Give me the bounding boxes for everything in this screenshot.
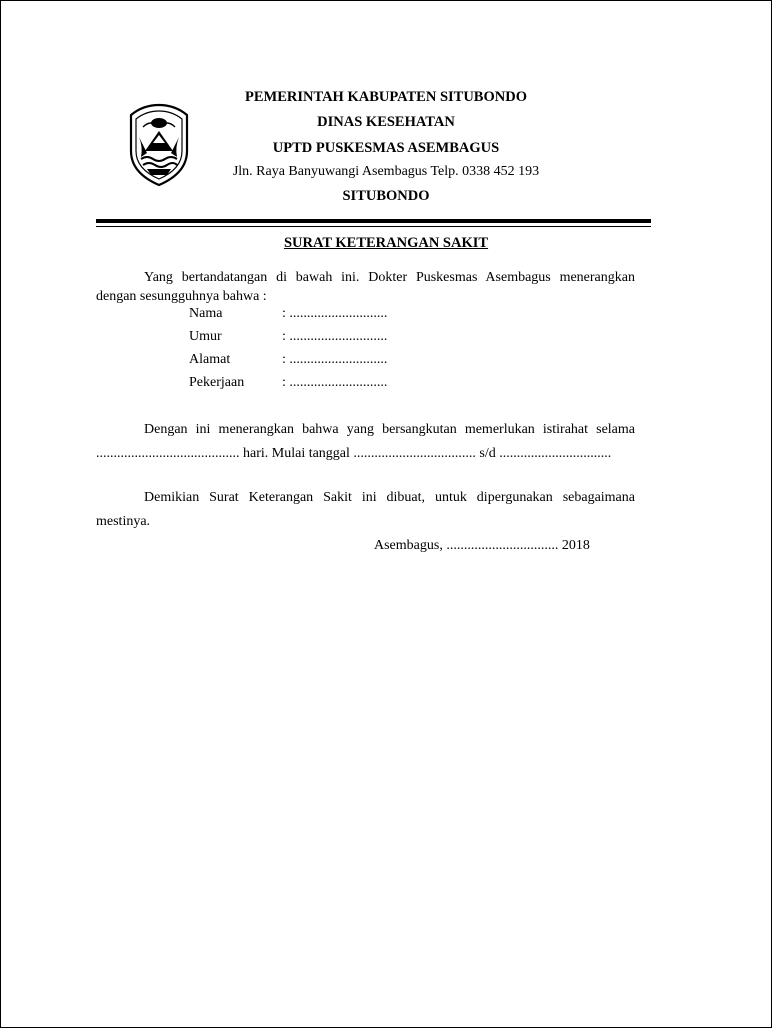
closing-line-2: mestinya. (96, 514, 151, 529)
statement-line-2: ......................................... hari. Mulai tanggal ................................... s/d ................................ (96, 446, 612, 461)
field-value-umur: : ............................ (282, 329, 388, 344)
document-title-text: SURAT KETERANGAN SAKIT (283, 235, 489, 251)
header-city: SITUBONDO (342, 188, 430, 204)
field-value-pekerjaan: : ............................ (282, 375, 388, 390)
intro-line-1: Yang bertandatangan di bawah ini. Dokter Puskesmas Asembagus menerangkan (144, 270, 635, 285)
field-label-nama: Nama (189, 306, 223, 321)
letterhead-divider-thin (96, 226, 651, 227)
field-value-nama: : ............................ (282, 306, 388, 321)
field-label-alamat: Alamat (189, 352, 231, 367)
header-government: PEMERINTAH KABUPATEN SITUBONDO (245, 89, 527, 105)
header-address: Jln. Raya Banyuwangi Asembagus Telp. 0338 452 193 (232, 164, 540, 179)
header-unit: UPTD PUSKESMAS ASEMBAGUS (272, 140, 500, 156)
header-department: DINAS KESEHATAN (317, 114, 455, 130)
document-title (96, 235, 676, 252)
statement-line-1: Dengan ini menerangkan bahwa yang bersangkutan memerlukan istirahat selama (144, 422, 635, 437)
closing-line-1: Demikian Surat Keterangan Sakit ini dibuat, untuk dipergunakan sebagaimana (144, 490, 635, 505)
place-and-date: Asembagus, ................................ 2018 (374, 538, 590, 553)
intro-line-2: dengan sesungguhnya bahwa : (96, 289, 267, 304)
letterhead-divider-thick (96, 219, 651, 223)
field-label-umur: Umur (189, 329, 222, 344)
field-label-pekerjaan: Pekerjaan (189, 375, 245, 390)
field-value-alamat: : ............................ (282, 352, 388, 367)
